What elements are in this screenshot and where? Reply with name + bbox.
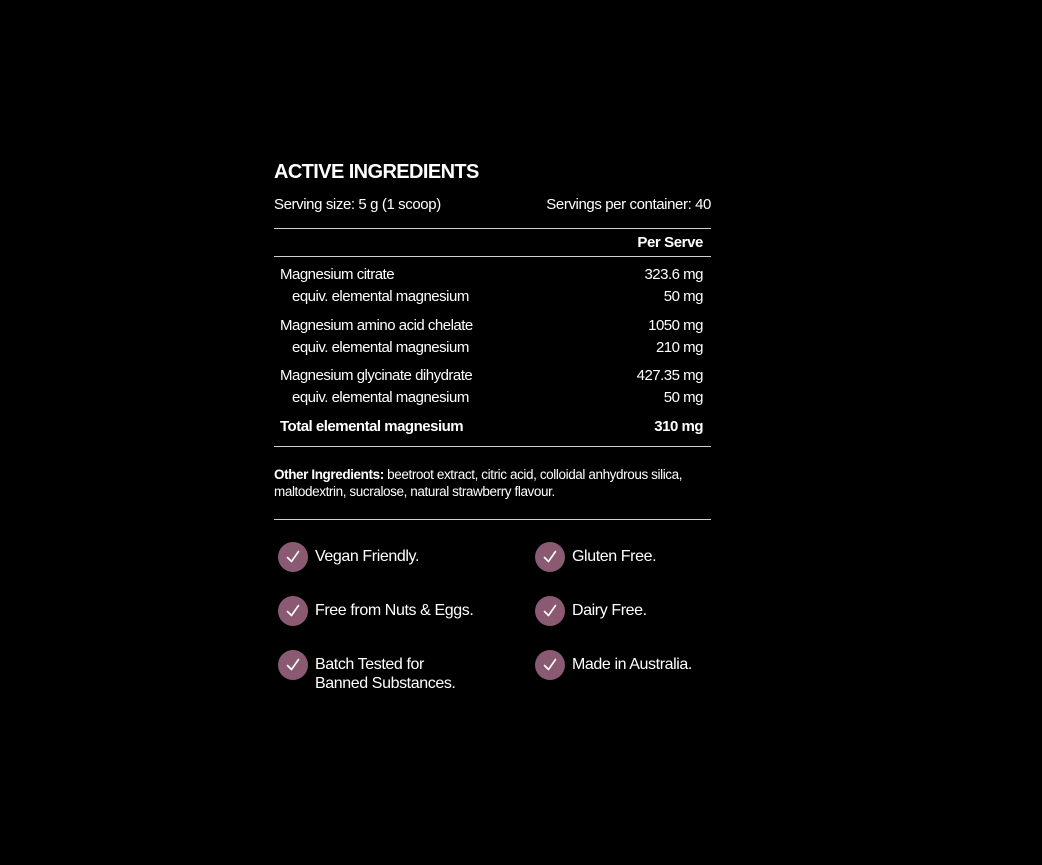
serving-size: Serving size: 5 g (1 scoop) — [274, 196, 441, 213]
other-ingredients-text: beetroot extract, citric acid, colloidal anhydrous silica, maltodextrin, sucralose, natural strawberry flavour. — [274, 466, 683, 499]
feature-label: Vegan Friendly. — [315, 547, 419, 565]
feature-item — [278, 542, 419, 572]
ingredient-amount: 323.6 mg — [644, 266, 703, 283]
total-label: Total elemental magnesium — [280, 417, 464, 435]
ingredient-sub-name: equiv. elemental magnesium — [292, 389, 469, 406]
ingredient-row — [274, 264, 711, 286]
ingredient-sub-row — [274, 286, 711, 308]
per-serve-heading: Per Serve — [637, 234, 703, 251]
check-icon — [535, 542, 565, 572]
feature-label: Batch Tested for Banned Substances. — [315, 655, 456, 692]
check-icon — [535, 596, 565, 626]
total-amount: 310 mg — [654, 417, 703, 435]
section-title: ACTIVE INGREDIENTS — [274, 161, 479, 183]
feature-item — [535, 542, 656, 572]
ingredient-sub-name: equiv. elemental magnesium — [292, 288, 469, 305]
ingredient-sub-row — [274, 387, 711, 409]
ingredients-table — [274, 257, 711, 438]
ingredient-amount: 1050 mg — [648, 316, 703, 334]
ingredient-row — [274, 315, 711, 337]
ingredient-sub-row — [274, 337, 711, 359]
check-icon — [278, 542, 308, 572]
ingredient-name: Magnesium amino acid chelate — [280, 316, 473, 334]
check-icon — [535, 650, 565, 680]
ingredients-panel — [274, 158, 711, 700]
feature-item — [535, 596, 647, 626]
servings-per-container: Servings per container: 40 — [546, 196, 711, 213]
check-icon — [278, 650, 308, 680]
ingredient-name: Magnesium citrate — [280, 266, 395, 283]
feature-item — [535, 650, 692, 680]
ingredient-name: Magnesium glycinate dihydrate — [280, 367, 473, 384]
other-ingredients — [274, 466, 684, 501]
total-row — [274, 416, 711, 438]
feature-item — [278, 596, 473, 626]
feature-label: Gluten Free. — [572, 547, 657, 565]
ingredient-amount: 427.35 mg — [636, 367, 703, 384]
feature-item — [278, 650, 455, 693]
ingredient-row — [274, 365, 711, 387]
ingredient-sub-name: equiv. elemental magnesium — [292, 338, 469, 356]
feature-label: Made in Australia. — [572, 655, 692, 673]
feature-label: Dairy Free. — [572, 601, 647, 619]
other-ingredients-label: Other Ingredients: — [274, 466, 384, 482]
ingredient-sub-amount: 50 mg — [663, 288, 703, 305]
check-icon — [278, 596, 308, 626]
serving-info-row — [274, 194, 711, 216]
ingredient-sub-amount: 50 mg — [663, 389, 703, 406]
ingredient-sub-amount: 210 mg — [655, 338, 703, 356]
feature-label: Free from Nuts & Eggs. — [315, 601, 474, 619]
divider — [274, 446, 711, 447]
feature-grid — [274, 520, 711, 700]
